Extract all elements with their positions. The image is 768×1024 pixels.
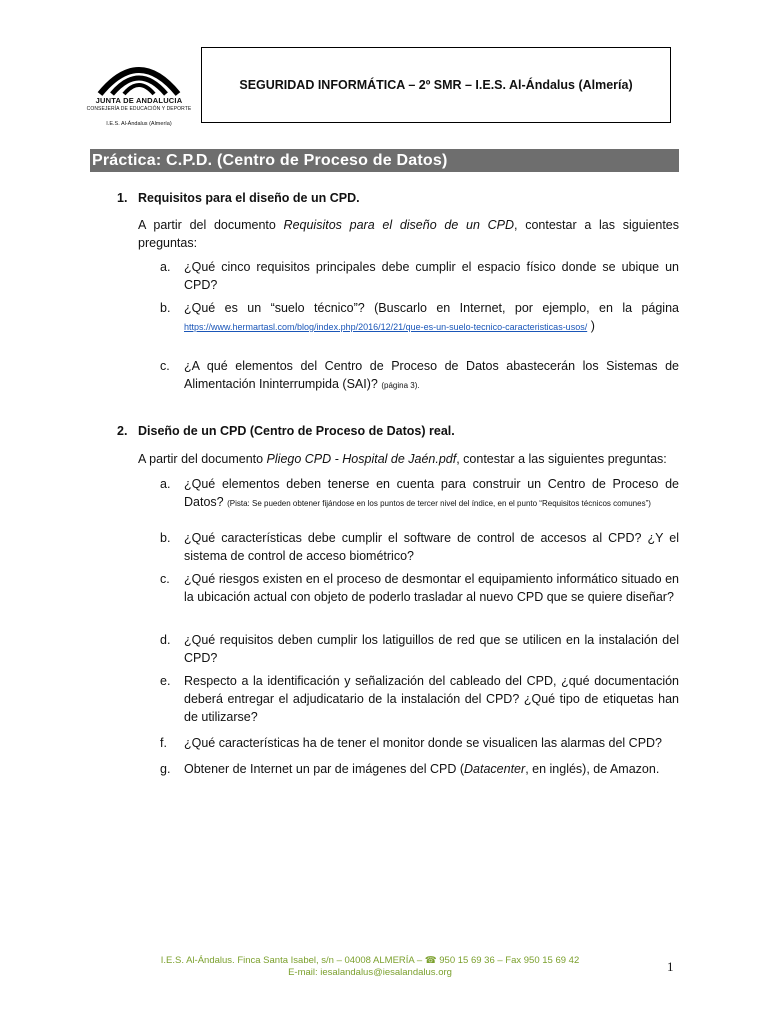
page-number: 1 xyxy=(667,959,674,974)
section-2-intro-a: A partir del documento xyxy=(138,452,267,466)
item-close-paren: ) xyxy=(590,319,595,333)
item-letter: b. xyxy=(160,301,171,315)
list-item xyxy=(160,734,679,752)
page-title: Práctica: C.P.D. (Centro de Proceso de Datos) xyxy=(90,149,679,172)
list-item xyxy=(160,357,679,393)
item-text-a: Obtener de Internet un par de imágenes del CPD ( xyxy=(184,762,465,776)
header-text: SEGURIDAD INFORMÁTICA – 2º SMR – I.E.S. Al-Ándalus (Almería) xyxy=(239,78,633,92)
logo-line-2: CONSEJERÍA DE EDUCACIÓN Y DEPORTE xyxy=(86,106,192,112)
document-header xyxy=(201,47,671,123)
list-item xyxy=(160,475,679,511)
item-text-b: , en inglés), de Amazon. xyxy=(525,762,660,776)
item-text: ¿Qué cinco requisitos principales debe cumplir el espacio físico donde se ubique un CPD? xyxy=(184,260,679,292)
section-2-doc-name: Pliego CPD - Hospital de Jaén.pdf xyxy=(266,452,457,466)
item-text: Respecto a la identificación y señalización del cableado del CPD, ¿qué documentación deberá entregar el adjudicatario de la instalación del CPD? ¿Qué tipo de etiquetas han de utilizarse? xyxy=(184,674,679,724)
item-letter: c. xyxy=(160,572,170,586)
section-2-number: 2. xyxy=(117,424,128,438)
footer-address: I.E.S. Al-Ándalus. Finca Santa Isabel, s/n – 04008 ALMERÍA – ☎ 950 15 69 36 – Fax 950 15 69 42 xyxy=(160,955,580,966)
item-text-italic: Datacenter xyxy=(464,762,526,776)
item-letter: g. xyxy=(160,762,171,776)
item-letter: f. xyxy=(160,736,167,750)
item-note: (Pista: Se pueden obtener fijándose en los puntos de tercer nivel del índice, en el punto “Requisitos técnicos comunes”) xyxy=(227,499,651,508)
section-1-title: Requisitos para el diseño de un CPD. xyxy=(138,191,360,205)
list-item xyxy=(160,672,679,726)
item-letter: a. xyxy=(160,477,171,491)
list-item xyxy=(160,299,679,335)
footer-email: E-mail: iesalandalus@iesalandalus.org xyxy=(288,967,452,978)
section-2-heading xyxy=(117,424,677,438)
logo-line-3: I.E.S. Al-Ándalus (Almería) xyxy=(106,121,172,127)
section-1-intro-b: , contestar a las siguientes preguntas: xyxy=(138,218,680,250)
item-text: ¿Qué elementos deben tenerse en cuenta para construir un Centro de Proceso de Datos? xyxy=(184,477,679,509)
page-footer xyxy=(90,955,650,979)
suelo-tecnico-link[interactable]: https://www.hermartasl.com/blog/index.php/2016/12/21/que-es-un-suelo-tecnico-caracteristicas-usos/ xyxy=(184,322,588,332)
item-letter: a. xyxy=(160,260,171,274)
list-item xyxy=(160,631,679,667)
section-2-intro xyxy=(138,450,679,468)
item-note: (página 3). xyxy=(381,381,420,390)
item-letter: b. xyxy=(160,531,171,545)
item-text: ¿Qué riesgos existen en el proceso de desmontar el equipamiento informático situado en la ubicación actual con objeto de poderlo trasladar al nuevo CPD que se quiere diseñar? xyxy=(184,572,679,604)
section-1-intro xyxy=(138,216,679,252)
section-1-doc-name: Requisitos para el diseño de un CPD xyxy=(283,218,515,232)
list-item xyxy=(160,529,679,565)
section-2-intro-b: , contestar a las siguientes preguntas: xyxy=(456,452,667,466)
section-1-intro-a: A partir del documento xyxy=(138,218,284,232)
section-1-number: 1. xyxy=(117,191,128,205)
item-text: ¿Qué requisitos deben cumplir los latiguillos de red que se utilicen en la instalación del CPD? xyxy=(184,633,679,665)
junta-andalucia-logo xyxy=(86,52,192,132)
item-letter: e. xyxy=(160,674,171,688)
section-2-title: Diseño de un CPD (Centro de Proceso de Datos) real. xyxy=(138,424,455,438)
item-text: ¿Qué características debe cumplir el software de control de accesos al CPD? ¿Y el sistema de control de acceso biométrico? xyxy=(184,531,679,563)
section-1-heading xyxy=(117,191,677,205)
item-text: ¿A qué elementos del Centro de Proceso de Datos abastecerán los Sistemas de Alimentación Ininterrumpida (SAI)? xyxy=(184,359,679,391)
logo-arches-icon xyxy=(86,52,192,96)
item-text: ¿Qué características ha de tener el monitor donde se visualicen las alarmas del CPD? xyxy=(184,736,663,750)
list-item xyxy=(160,760,679,778)
item-letter: d. xyxy=(160,633,171,647)
list-item xyxy=(160,258,679,294)
list-item xyxy=(160,570,679,606)
item-text: ¿Qué es un “suelo técnico”? (Buscarlo en Internet, por ejemplo, en la página xyxy=(184,301,679,315)
item-letter: c. xyxy=(160,359,170,373)
logo-line-1: JUNTA DE ANDALUCIA xyxy=(95,96,183,105)
